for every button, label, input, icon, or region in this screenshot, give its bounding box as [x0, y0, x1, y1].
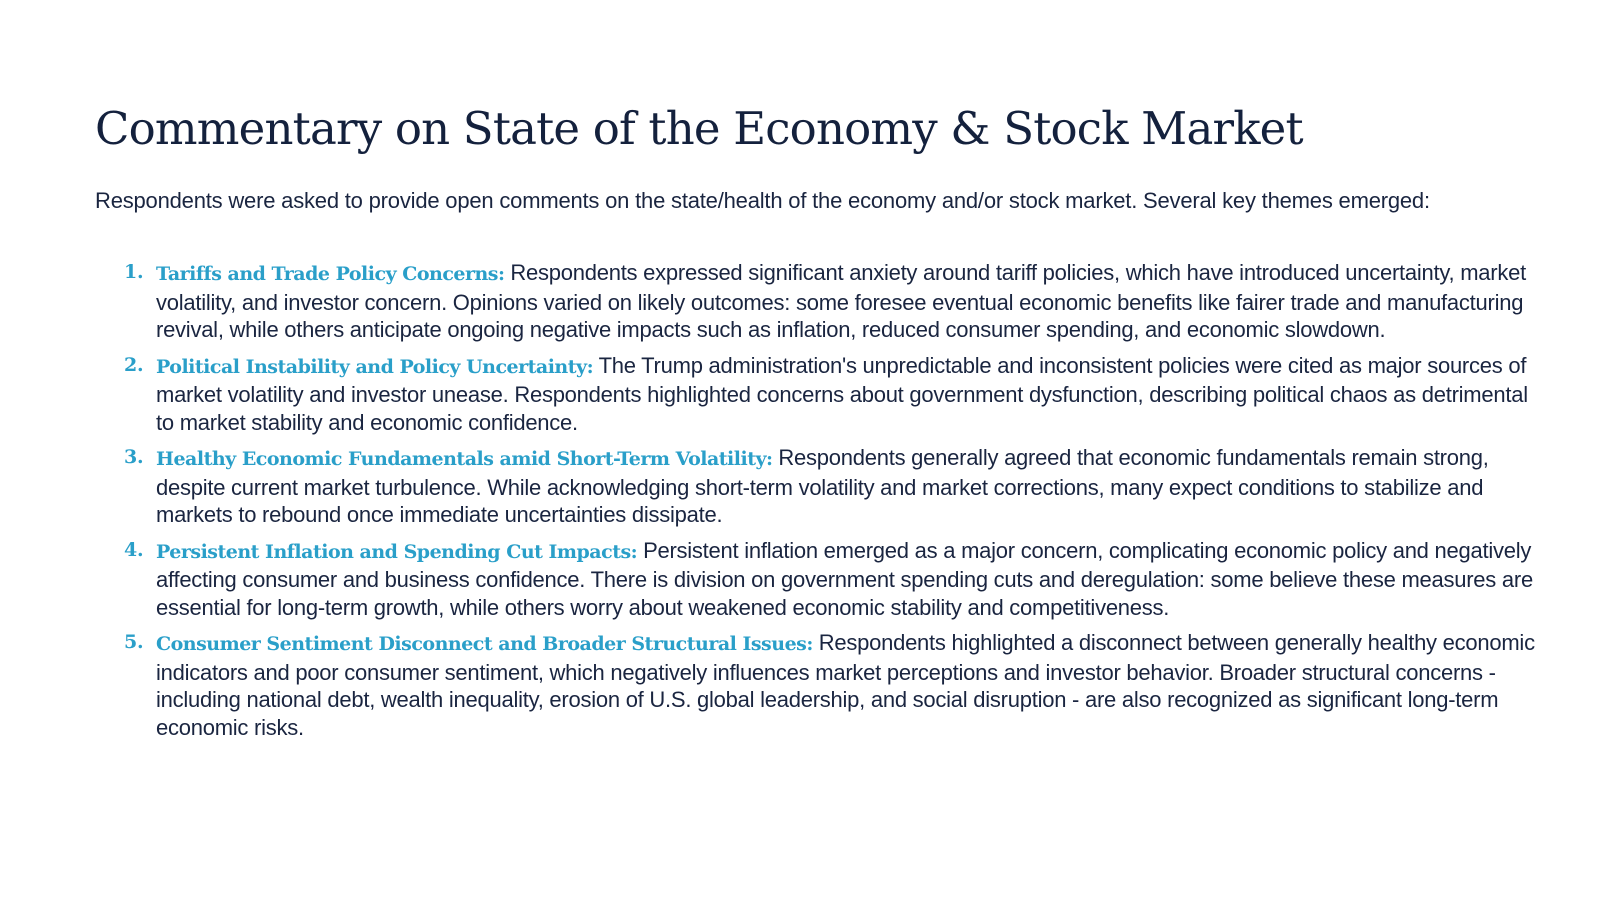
theme-item-consumer-sentiment: [95, 629, 1535, 741]
theme-body: Respondents highlighted a disconnect between generally healthy economic indicators and poor consumer sentiment, which negatively influences market perceptions and investor behavior. Broader structural concerns - including national debt, wealth inequality, erosion of U.S. global leadership, and social disruption - are also recognized as significant long-term economic risks.: [156, 630, 1535, 740]
theme-number: 3.: [124, 446, 144, 468]
theme-body: The Trump administration's unpredictable and inconsistent policies were cited as major sources of market volatility and investor unease. Respondents highlighted concerns about government dysfunction, describing political chaos as detrimental to market stability and economic confidence.: [156, 352, 1528, 435]
theme-number: 4.: [124, 538, 144, 561]
intro-paragraph: Respondents were asked to provide open comments on the state/health of the economy and/or stock market. Several key themes emerged:: [95, 188, 1430, 213]
theme-body: Respondents generally agreed that economic fundamentals remain strong, despite current market turbulence. While acknowledging short-term volatility and market corrections, many expect conditions to stabilize and markets to rebound once immediate uncertainties dissipate.: [156, 445, 1489, 527]
theme-heading: Tariffs and Trade Policy Concerns:: [156, 263, 505, 285]
theme-item-political-instability: [95, 352, 1535, 437]
theme-body: Persistent inflation emerged as a major concern, complicating economic policy and negatively affecting consumer and business confidence. There is division on government spending cuts and deregulation: some believe these measures are essential for long-term growth, while others worry about weakened economic stability and competitiveness.: [156, 537, 1533, 620]
theme-heading: Persistent Inflation and Spending Cut Impacts:: [156, 540, 638, 563]
theme-heading: Healthy Economic Fundamentals amid Short-Term Volatility:: [156, 448, 773, 470]
slide-title: Commentary on State of the Economy & Stock Market: [95, 102, 1303, 155]
themes-list: [95, 259, 1535, 749]
theme-number: 5.: [124, 631, 144, 653]
theme-heading: Consumer Sentiment Disconnect and Broader Structural Issues:: [156, 633, 813, 655]
theme-number: 1.: [124, 261, 144, 283]
theme-item-inflation: [95, 537, 1535, 622]
theme-heading: Political Instability and Policy Uncertainty:: [156, 355, 594, 378]
theme-item-economic-fundamentals: [95, 444, 1535, 529]
theme-number: 2.: [124, 353, 144, 376]
theme-body: Respondents expressed significant anxiety around tariff policies, which have introduced uncertainty, market volatility, and investor concern. Opinions varied on likely outcomes: some foresee eventual economic benefits like fairer trade and manufacturing revival, while others anticipate ongoing negative impacts such as inflation, reduced consumer spending, and economic slowdown.: [156, 260, 1526, 342]
theme-item-tariffs: [95, 259, 1535, 344]
